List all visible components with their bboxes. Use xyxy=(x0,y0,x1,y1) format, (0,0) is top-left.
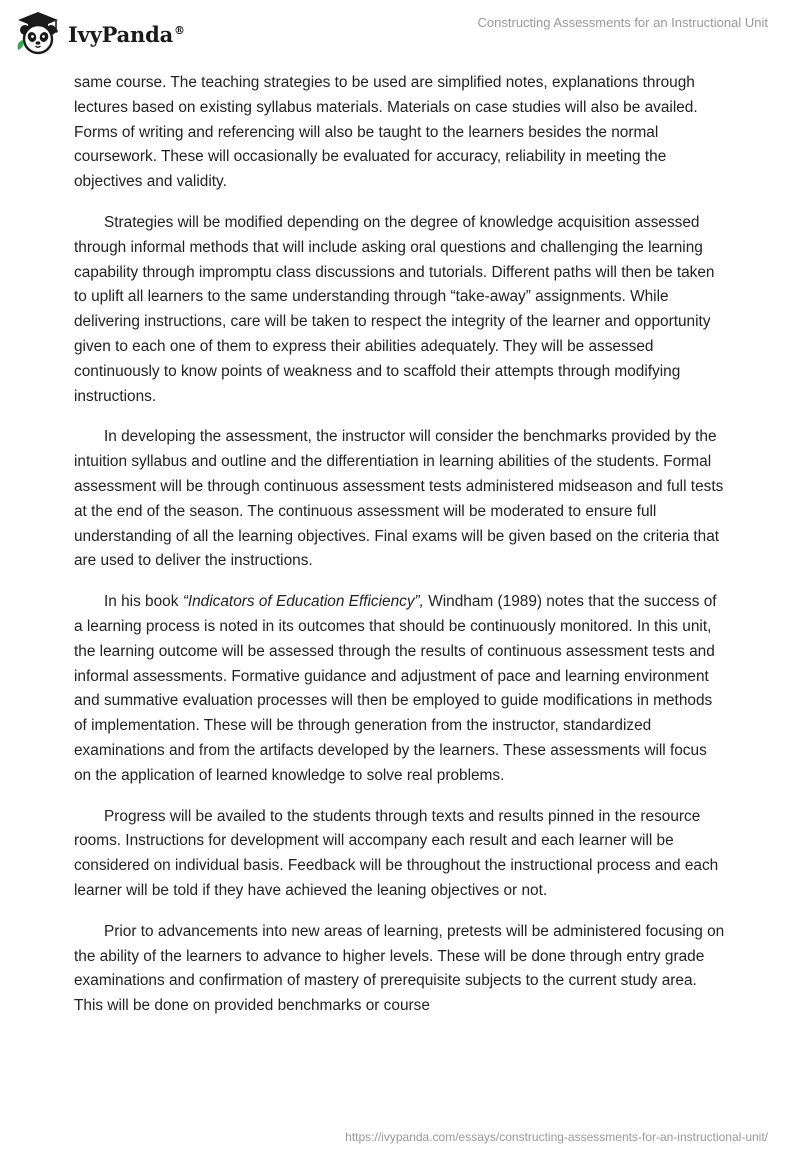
paragraph-1: same course. The teaching strategies to be used are simplified notes, explanations through lectures based on existing syllabus materials. Materials on case studies will also be availed. Forms of writing and referencing will also be taught to the learners besides the normal coursework. These will occasionally be evaluated for accuracy, reliability in meeting the objectives and validity. xyxy=(74,74,698,191)
paragraph-4-lead: In his book xyxy=(104,593,183,611)
logo-wordmark: IvyPanda® xyxy=(68,21,185,47)
paragraph-6: Prior to advancements into new areas of learning, pretests will be administered focusing on the ability of the learners to advance to higher levels. These will be done through entry grade examinations and confirmation of mastery of prerequisite subjects to the current study area. This will be done on provided benchmarks or course xyxy=(74,922,725,1015)
paragraph-3: In developing the assessment, the instructor will consider the benchmarks provided by the intuition syllabus and outline and the differentiation in learning abilities of the students. Formal assessment will be through continuous assessment tests administered midseason and full tests at the end of the season. The continuous assessment will be moderated to ensure full understanding of all the learning objectives. Final exams will be given based on the criteria that are used to deliver the instructions. xyxy=(74,428,724,570)
document-title: Constructing Assessments for an Instructional Unit xyxy=(477,15,768,30)
ivypanda-logo[interactable] xyxy=(14,8,214,58)
source-url[interactable]: https://ivypanda.com/essays/constructing-assessments-for-an-instructional-unit/ xyxy=(345,1130,768,1144)
panda-graduate-icon xyxy=(14,10,62,56)
paragraph-4-text: Windham (1989) notes that the success of a learning process is noted in its outcomes that should be continuously monitored. In this unit, the learning outcome will be assessed through the results of continuous assessment tests and informal assessments. Formative guidance and adjustment of pace and learning environment and summative evaluation processes will then be employed to guide modifications in methods of implementation. These will be through generation from the instructor, standardized examinations and from the artifacts developed by the learners. These assessments will focus on the application of learned knowledge to solve real problems. xyxy=(74,593,717,784)
essay-body xyxy=(74,71,728,1035)
paragraph-2: Strategies will be modified depending on the degree of knowledge acquisition assessed through informal methods that will include asking oral questions and challenging the learning capability through impromptu class discussions and tutorials. Different paths will then be taken to uplift all learners to the same understanding through “take-away” assignments. While delivering instructions, care will be taken to respect the integrity of the learner and opportunity given to each one of them to express their abilities adequately. They will be assessed continuously to know points of weakness and to scaffold their attempts through modifying instructions. xyxy=(74,213,715,405)
paragraph-4 xyxy=(74,590,728,788)
paragraph-5: Progress will be availed to the students through texts and results pinned in the resource rooms. Instructions for development will accompany each result and each learner will be considered on individual basis. Feedback will be throughout the instructional process and each learner will be told if they have achieved the leaning objectives or not. xyxy=(74,807,719,899)
book-title: “Indicators of Education Efficiency”, xyxy=(182,593,424,611)
page-header xyxy=(0,0,800,66)
